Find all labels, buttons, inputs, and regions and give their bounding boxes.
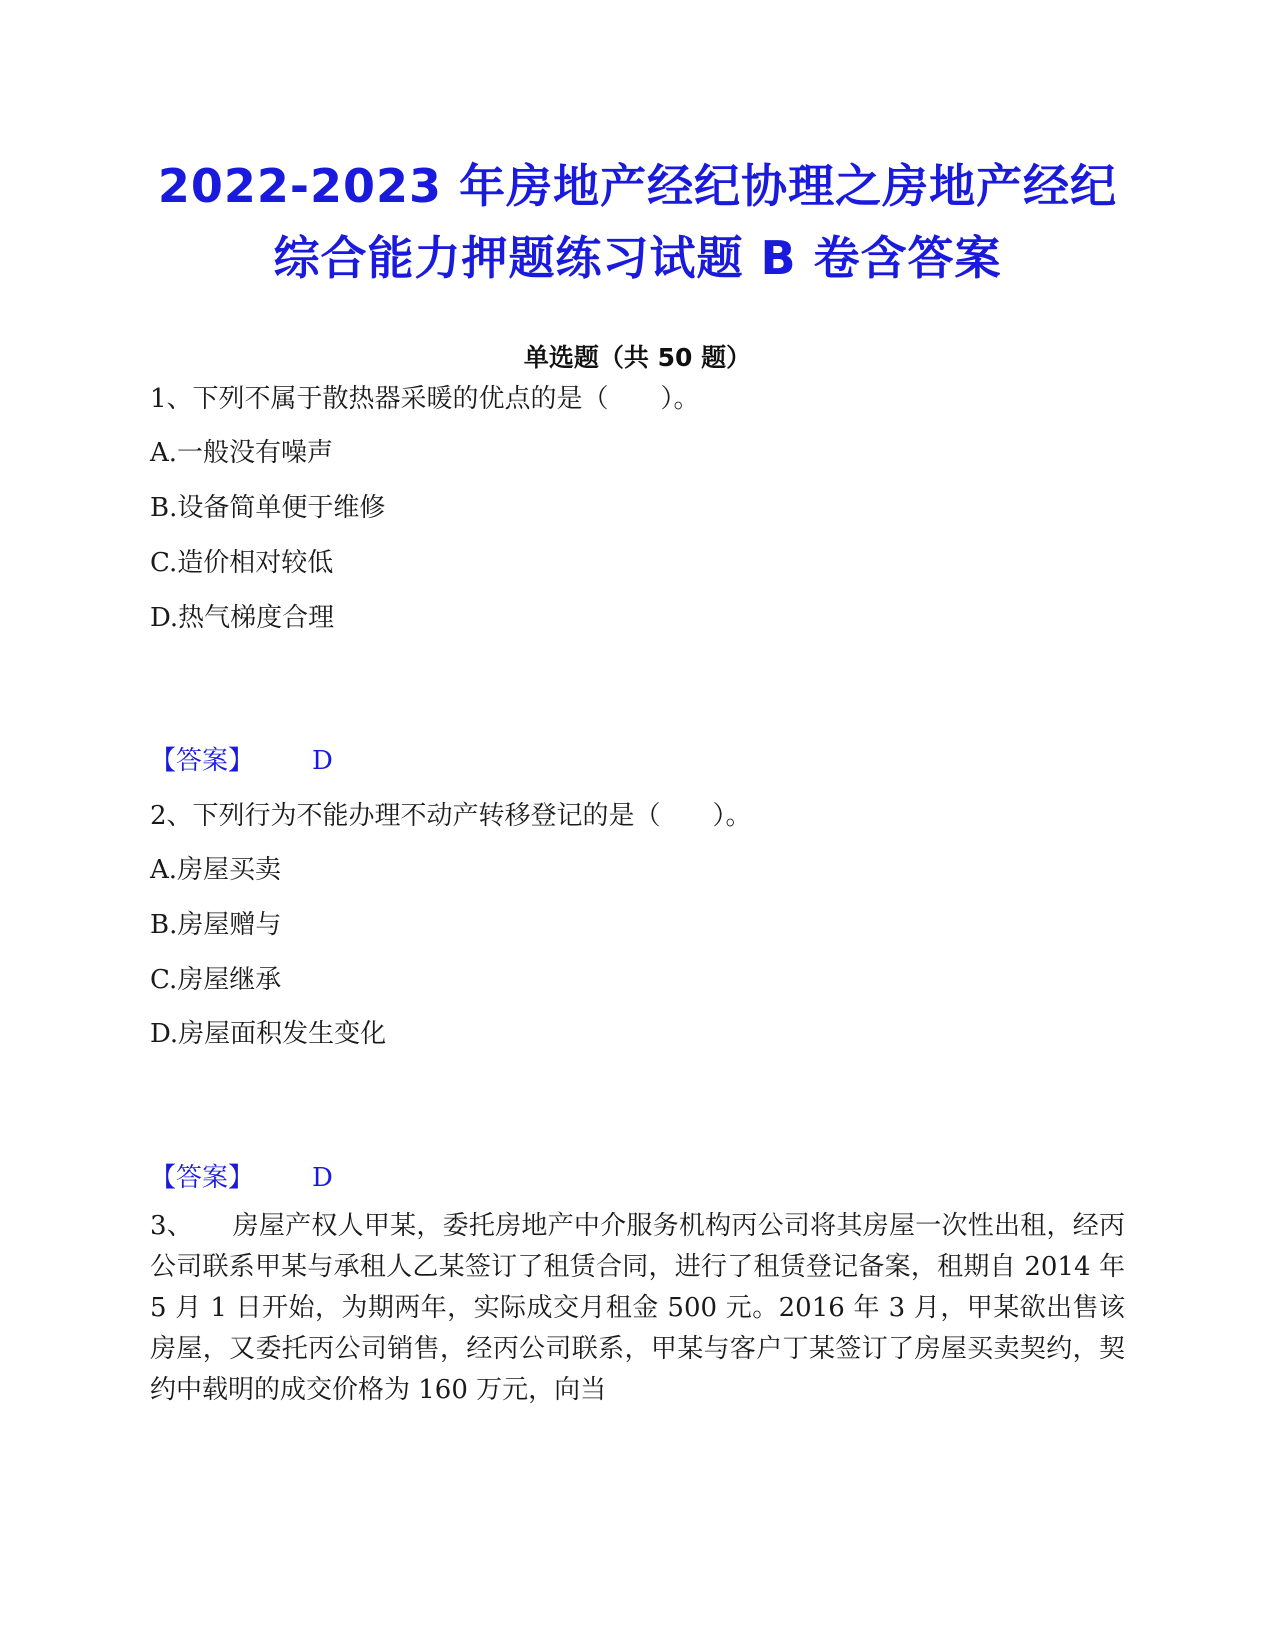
question-1-option-d: D.热气梯度合理 [150,603,335,633]
question-1-answer [150,740,333,777]
question-1-option-a: A.一般没有噪声 [150,438,334,468]
answer-label: 【答案】 [150,1163,255,1193]
question-1-stem: 1、下列不属于散热器采暖的优点的是（ ）。 [150,384,700,414]
question-2-option-b: B.房屋赠与 [150,910,282,940]
answer-value: D [312,1163,333,1193]
answer-label: 【答案】 [150,746,255,776]
question-2-option-c: C.房屋继承 [150,965,282,995]
question-2-option-a: A.房屋买卖 [150,855,282,885]
document-title-line-2: 综合能力押题练习试题 B 卷含答案 [273,231,1002,285]
answer-value: D [312,746,333,776]
question-1-option-b: B.设备简单便于维修 [150,493,386,523]
question-2-option-d: D.房屋面积发生变化 [150,1019,387,1049]
question-1-option-c: C.造价相对较低 [150,548,334,578]
question-2-answer [150,1157,333,1194]
question-3-stem: 3、 房屋产权人甲某，委托房地产中介服务机构丙公司将其房屋一次性出租，经丙公司联系甲某与承租人乙某签订了租赁合同，进行了租赁登记备案，租期自 2014 年 5 月 1 日开始，为期两年，实际成交月租金 500 元。2016 年 3 月，甲某欲出售该房屋，又委托丙公司销售，经丙公司联系，甲某与客户丁某签订了房屋买卖契约，契约中载明的成交价格为 160 万元，向当 [150,1211,1125,1405]
section-heading: 单选题（共 50 题） [523,343,752,372]
question-2-stem: 2、下列行为不能办理不动产转移登记的是（ ）。 [150,801,752,831]
document-title-line-1: 2022-2023 年房地产经纪协理之房地产经纪 [157,159,1118,213]
